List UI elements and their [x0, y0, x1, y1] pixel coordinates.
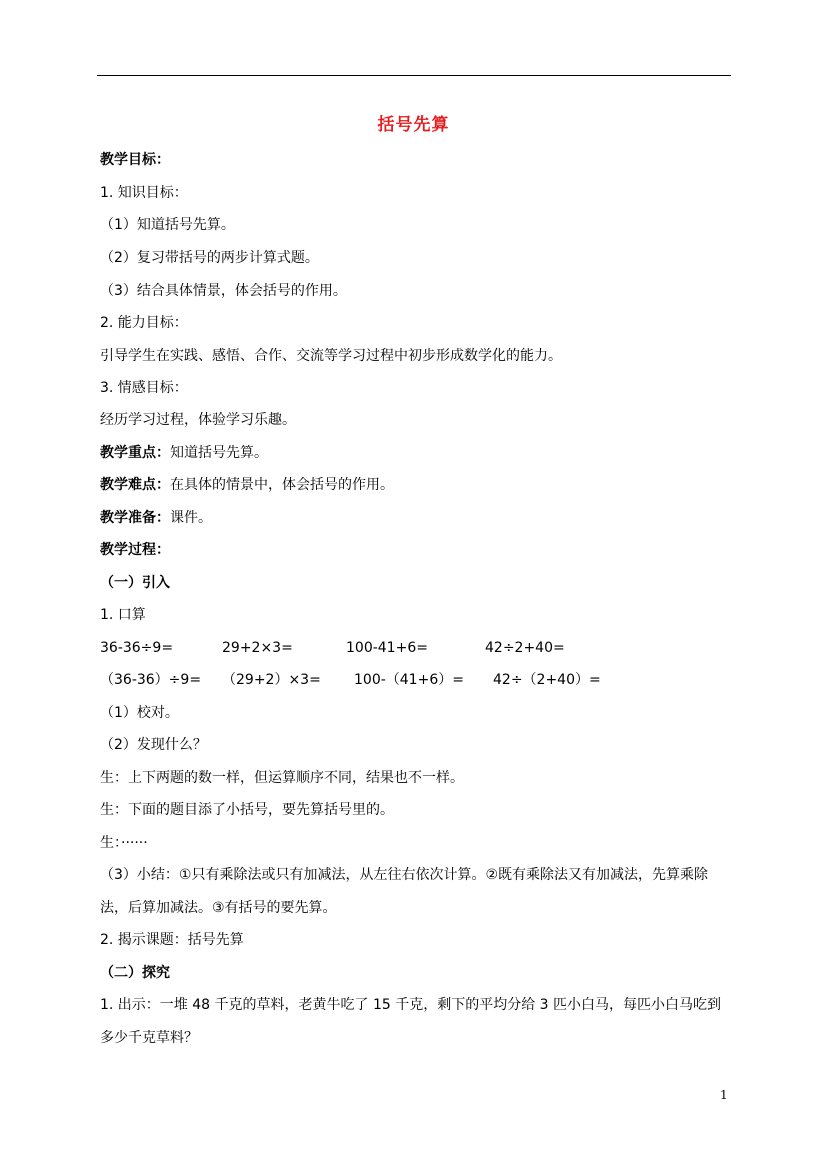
page-title: 括号先算 [377, 115, 450, 135]
preparation [100, 508, 212, 528]
calc-item: 36-36÷9= [100, 640, 174, 656]
objective-emotion-text: 经历学习过程，体验学习乐趣。 [100, 412, 296, 428]
student-answer-2: 生：下面的题目添了小括号，要先算括号里的。 [100, 802, 394, 818]
difficulty-label: 教学难点： [100, 477, 170, 493]
difficulty-text: 在具体的情景中，体会括号的作用。 [170, 477, 394, 493]
calc-item: 29+2×3= [222, 640, 293, 656]
header-rule [97, 75, 731, 76]
section-explore-heading: （二）探究 [100, 965, 170, 981]
objective-ability: 2. 能力目标： [100, 315, 188, 331]
difficulty-point [100, 475, 394, 495]
process-heading: 教学过程： [100, 542, 170, 558]
objective-knowledge-2: （2）复习带括号的两步计算式题。 [100, 250, 319, 266]
calc-item: 100-（41+6）= [354, 672, 464, 688]
oral-calc-heading: 1. 口算 [100, 607, 146, 623]
section-intro-heading: （一）引入 [100, 575, 170, 591]
problem-line-1: 1. 出示：一堆 48 千克的草料，老黄牛吃了 15 千克，剩下的平均分给 3 匹小白马，每匹小白马吃到 [100, 997, 722, 1013]
summary-line-2: 法，后算加减法。③有括号的要先算。 [100, 900, 337, 916]
calc-item: （29+2）×3= [222, 672, 321, 688]
objective-ability-text: 引导学生在实践、感悟、合作、交流等学习过程中初步形成数学化的能力。 [100, 348, 562, 364]
objective-knowledge-1: （1）知道括号先算。 [100, 217, 235, 233]
calc-item: 100-41+6= [346, 640, 428, 656]
objective-emotion: 3. 情感目标： [100, 380, 188, 396]
key-point-label: 教学重点： [100, 445, 170, 461]
objectives-heading: 教学目标： [100, 152, 170, 168]
key-point-text: 知道括号先算。 [170, 445, 268, 461]
reveal-topic: 2. 揭示课题：括号先算 [100, 932, 244, 948]
student-answer-1: 生：上下两题的数一样，但运算顺序不同，结果也不一样。 [100, 770, 464, 786]
calc-item: 42÷2+40= [485, 640, 565, 656]
calc-item: （36-36）÷9= [100, 672, 202, 688]
student-answer-3: 生：······ [100, 835, 148, 851]
preparation-label: 教学准备： [100, 510, 170, 526]
objective-knowledge-3: （3）结合具体情景，体会括号的作用。 [100, 283, 347, 299]
check-step: （1）校对。 [100, 705, 179, 721]
page-number: 1 [720, 1088, 728, 1102]
preparation-text: 课件。 [170, 510, 212, 526]
key-point [100, 443, 268, 463]
objective-knowledge: 1. 知识目标： [100, 185, 188, 201]
summary-line-1: （3）小结：①只有乘除法或只有加减法，从左往右依次计算。②既有乘除法又有加减法，先算乘除 [100, 867, 709, 883]
problem-line-2: 多少千克草料？ [100, 1030, 198, 1046]
calc-item: 42÷（2+40）= [493, 672, 601, 688]
discover-step: （2）发现什么？ [100, 737, 207, 753]
